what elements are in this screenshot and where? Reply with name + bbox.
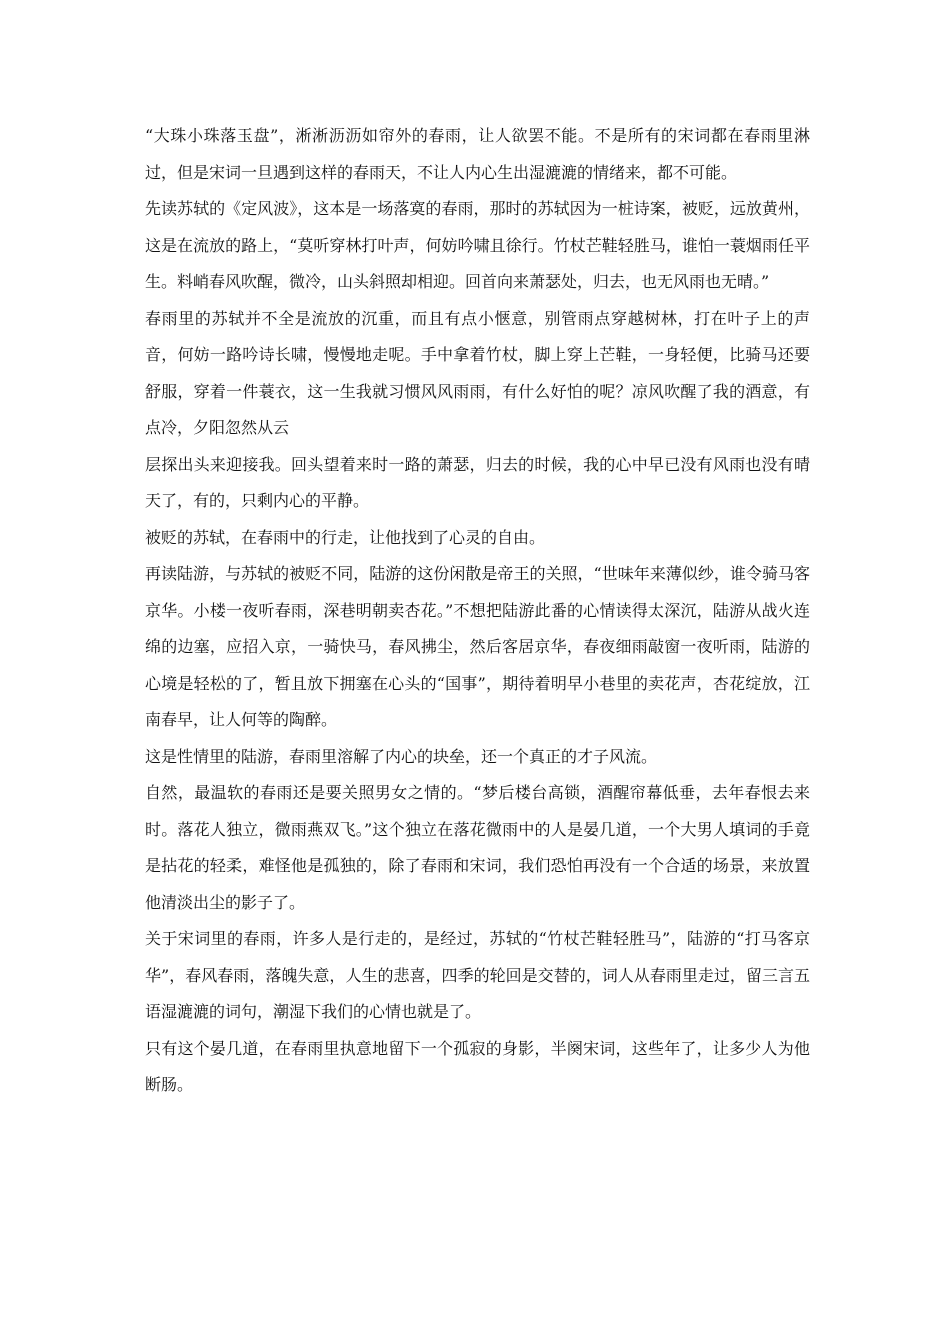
paragraph-lu-you-summary: 这是性情里的陆游，春雨里溶解了内心的块垒，还一个真正的才子风流。 (145, 746, 658, 766)
paragraph-conclusion: 只有这个晏几道，在春雨里执意地留下一个孤寂的身影，半阕宋词，这些年了，让多少人为他断肠。 (145, 1038, 810, 1094)
paragraph-su-shi-freedom: 被贬的苏轼，在春雨中的行走，让他找到了心灵的自由。 (145, 527, 546, 547)
paragraph-lu-you: 再读陆游，与苏轼的被贬不同，陆游的这份闲散是帝王的关照，“世味年来薄似纱，谁令骑马客京华。小楼一夜听春雨，深巷明朝卖杏花。”不想把陆游此番的心情读得太深沉，陆游从战火连绵的边塞，应招入京，一骑快马，春风拂尘，然后客居京华，春夜细雨敲窗一夜听雨，陆游的心境是轻松的了，暂且放下拥塞在心头的“国事”，期待着明早小巷里的卖花声，杏花绽放，江南春早，让人何等的陶醉。 (145, 564, 810, 729)
paragraph-su-shi-commentary-cont: 层探出头来迎接我。回头望着来时一路的萧瑟，归去的时候，我的心中早已没有风雨也没有晴天了，有的，只剩内心的平静。 (145, 454, 810, 510)
paragraph-intro: “大珠小珠落玉盘”，淅淅沥沥如帘外的春雨，让人欲罢不能。不是所有的宋词都在春雨里淋过，但是宋词一旦遇到这样的春雨天，不让人内心生出湿漉漉的情绪来，都不可能。 (145, 126, 810, 182)
document-body (145, 118, 810, 1104)
paragraph-yan-jidao: 自然，最温软的春雨还是要关照男女之情的。“梦后楼台高锁，酒醒帘幕低垂，去年春恨去来时。落花人独立，微雨燕双飞。”这个独立在落花微雨中的人是晏几道，一个大男人填词的手竟是拈花的轻柔，难怪他是孤独的，除了春雨和宋词，我们恐怕再没有一个合适的场景，来放置他清淡出尘的影子了。 (145, 783, 810, 912)
paragraph-spring-rain-summary: 关于宋词里的春雨，许多人是行走的，是经过，苏轼的“竹杖芒鞋轻胜马”，陆游的“打马客京华”，春风春雨，落魄失意，人生的悲喜，四季的轮回是交替的，词人从春雨里走过，留三言五语湿漉漉的词句，潮湿下我们的心情也就是了。 (145, 929, 810, 1021)
paragraph-su-shi-poem: 先读苏轼的《定风波》，这本是一场落寞的春雨，那时的苏轼因为一桩诗案，被贬，远放黄州，这是在流放的路上，“莫听穿林打叶声，何妨吟啸且徐行。竹杖芒鞋轻胜马，谁怕一蓑烟雨任平生。料峭春风吹醒，微冷，山头斜照却相迎。回首向来萧瑟处，归去，也无风雨也无晴。” (145, 199, 810, 291)
paragraph-su-shi-commentary: 春雨里的苏轼并不全是流放的沉重，而且有点小惬意，别管雨点穿越树林，打在叶子上的声音，何妨一路吟诗长啸，慢慢地走呢。手中拿着竹杖，脚上穿上芒鞋，一身轻便，比骑马还要舒服，穿着一件蓑衣，这一生我就习惯风风雨雨，有什么好怕的呢？凉风吹醒了我的酒意，有点冷，夕阳忽然从云 (145, 308, 810, 437)
